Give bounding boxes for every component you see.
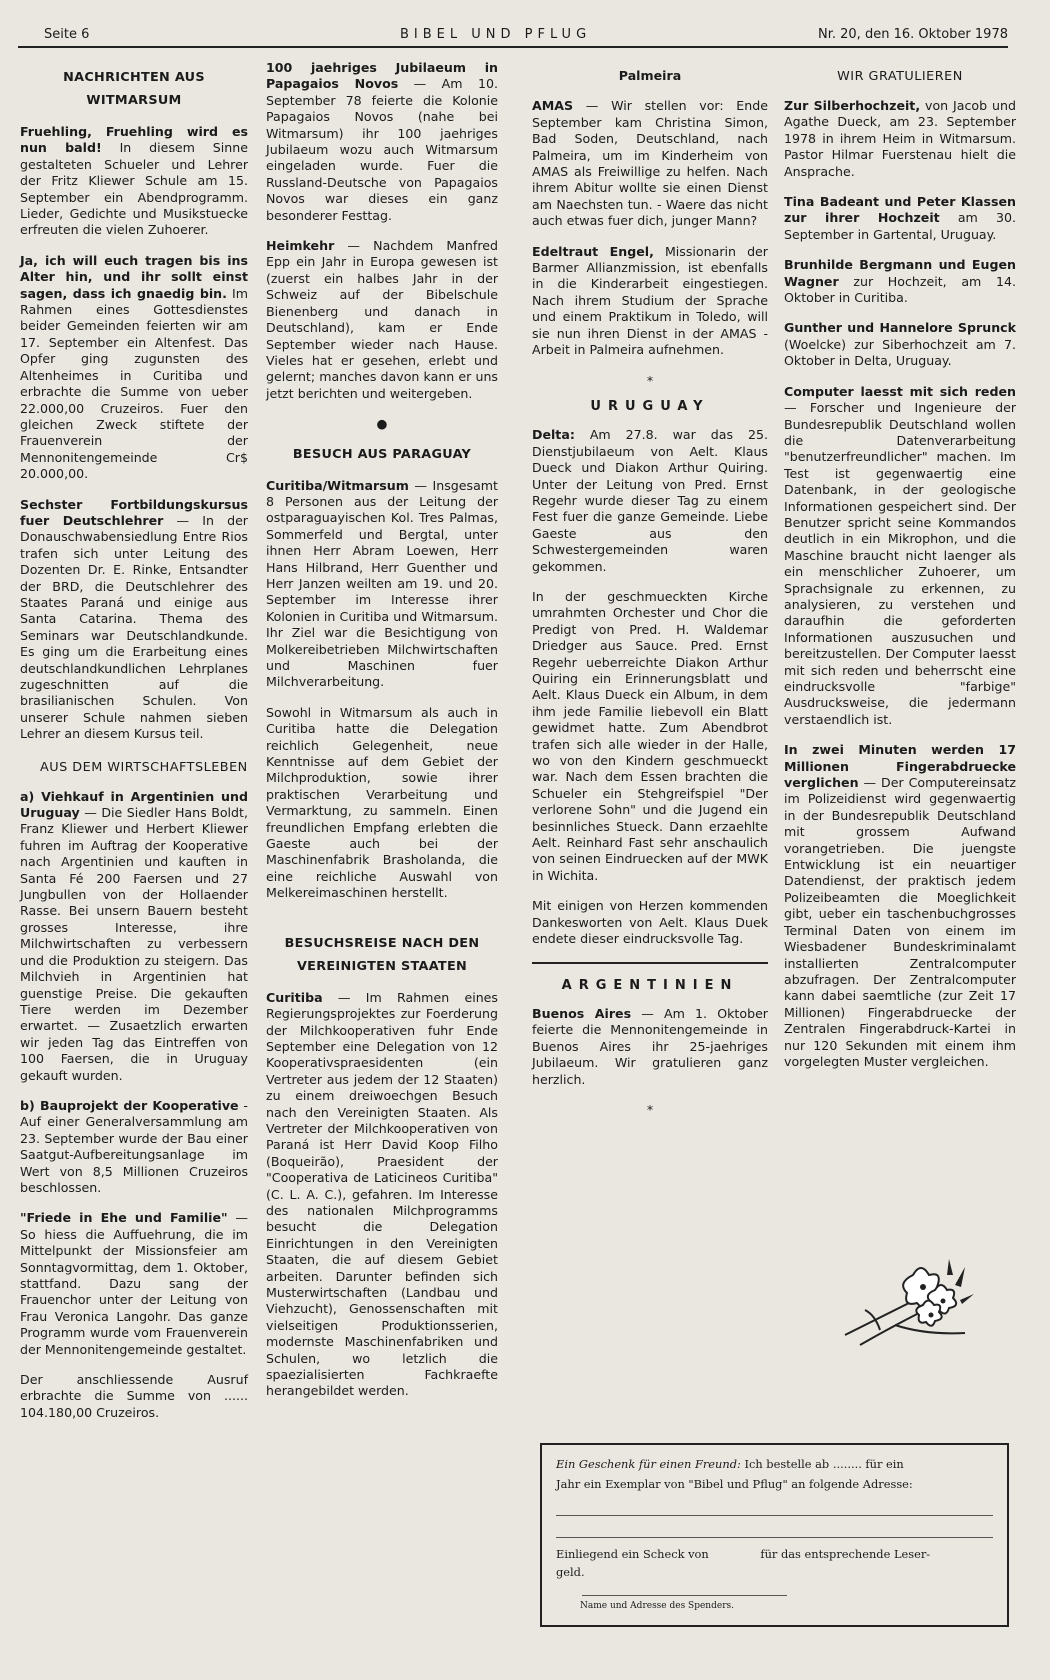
section-title-gratulieren: WIR GRATULIEREN	[837, 69, 963, 84]
column-1	[20, 60, 248, 1435]
page-header	[18, 24, 1008, 48]
article-delta: Delta: Am 27.8. war das 25. Dienstjubilaeum von Aelt. Klaus Dueck und Diakon Arthur Quiring. Unter der Leitung von Pred. Ernst Regehr wurde dieser Tag zu einem Fest fuer die ganze Gemeinde. Liebe Gaeste aus den Schwestergemeinden waren gekommen.	[532, 427, 768, 574]
section-title-paraguay: BESUCH AUS PARAGUAY	[292, 446, 472, 462]
address-line-1[interactable]	[556, 1515, 993, 1516]
column-2	[266, 60, 498, 1414]
section-title-argentinien: ARGENTINIEN	[561, 977, 739, 993]
page-number: Seite 6	[44, 27, 90, 42]
flower-illustration	[835, 1255, 975, 1350]
article-altenfest: Ja, ich will euch tragen bis ins Alter hin, und ihr sollt einst sagen, dass ich gnaedig bin. Im Rahmen eines Gottesdienstes beider Gemeinden feierten wir am 17. September ein Altenfest. Das Opfer ging zugunsten des Altenheimes in Curitiba und erbrachte die Summe von ueber 22.000,00 Cruzeiros. Fuer den gleichen Zweck stiftete der Frauenverein der Mennonitengemeinde Cr$ 20.000,00.	[20, 252, 248, 482]
article-besuch-paraguay: Curitiba/Witmarsum — Insgesamt 8 Personen aus der Leitung der ostparaguayischen Kol. Tres Palmas, Sommerfeld und Bergtal, unter ihnen Herr Abram Loewen, Herr Hans Hilbrand, Herr Guenther und Herr Janzen weilten am 19. und 20. September im Interesse ihrer Kolonien in Curitiba und Witmarsum. Ihr Ziel war die Besichtigung von Molkereibetrieben Milchwirtschaften und Maschinen fuer Milchverarbeitung.	[266, 477, 498, 690]
article-jubilaeum: 100 jaehriges Jubilaeum in Papagaios Novos — Am 10. September 78 feierte die Kolonie Papagaios Novos (nahe bei Witmarsum) ihr 100 jaehriges Jubilaeum wozu auch Witmarsum eingeladen wurde. Fuer die Russland-Deutsche von Papagaios Novos war dieses ein ganz besonderer Festtag.	[266, 60, 498, 223]
coupon-line-3: Einliegend ein Scheck von für das entsprechende Leser-	[556, 1547, 931, 1561]
article-friede-in-ehe: "Friede in Ehe und Familie" — So hiess die Auffuehrung, die im Mittelpunkt der Missionsfeier am Sonntagvormittag, dem 1. Oktober, stattfand. Dazu sang der Frauenchor unter der Leitung von Frau Veronica Langohr. Das ganze Programm wurde vom Frauenverein der Mennonitengemeinde gestaltet.	[20, 1210, 248, 1357]
article-fortbildungskursus: Sechster Fortbildungskursus fuer Deutschlehrer — In der Donauschwabensiedlung Entre Rios trafen sich unter Leitung des Dozenten Dr. E. Rinke, Entsandter der BRD, die Deutschlehrer des Staates Paraná und einige aus Santa Catarina. Thema des Seminars war Deutschlandkunde. Es ging um die Erarbeitung eines deutschlandkundlichen Lehrplanes zugeschnitten auf die brasilianischen Schulen. Von unserer Schule nahmen sieben Lehrer an diesem Kursus teil.	[20, 496, 248, 742]
address-line-2[interactable]	[556, 1537, 993, 1538]
article-besuchsreise: Curitiba — Im Rahmen eines Regierungsprojektes zur Foerderung der Milchkooperativen fuhr Ende September eine Delegation von 12 Kooperativspraesidenten (ein Vertreter aus jedem der 12 Staaten) zu einem dreiwoechgen Besuch nach den Vereinigten Staaten. Als Vertreter der Milchkooperativen von Paraná ist Herr David Koop Filho (Boqueirão), Praesident der "Cooperativa de Laticineos Curitiba" (C. L. A. C.), gefahren. Im Interesse des nationalen Milchprogramms besucht die Delegation Einrichtungen in den Vereinigten Staaten, die auf diesem Gebiet arbeiten. Darunter befinden sich Musterwirtschaften (Landbau und Viehzucht), Genossenschaften mit vielseitigen Produktionsserien, modernste Maschinenfabriken und Schulen, wo letzlich die spaezialisierten Fachkraefte herangebildet werden.	[266, 989, 498, 1399]
column-4	[784, 60, 1016, 1084]
article-kirche: In der geschmueckten Kirche umrahmten Orchester und Chor die Predigt von Pred. H. Waldemar Driedger aus Sauce. Pred. Ernst Regehr ueberreichte Diakon Arthur Quiring ein Erinnerungsblatt und Aelt. Klaus Dueck ein Album, in dem ihm jede Familie liebevoll ein Blatt gewidmet hatte. Zum Abendbrot trafen sich alle wieder in der Halle, wo von den Kindern geschmueckt war. Nach dem Essen brachten die Schueler ein Stehgreifspiel "Der verlorene Sohn" und die Jugend ein besinnliches Stueck. Dann erzaehlte Aelt. Reinhard Fast sehr anschaulich von seinen Eindruecken auf der MWK in Wichita.	[532, 588, 768, 883]
article-buenos-aires: Buenos Aires — Am 1. Oktober feierte die Mennonitengemeinde in Buenos Aires ihr 25-jaehriges Jubilaeum. Wir gratulieren ganz herzlich.	[532, 1005, 768, 1087]
donor-caption: Name und Adresse des Spenders.	[580, 1601, 734, 1611]
issue-date: Nr. 20, den 16. Oktober 1978	[818, 27, 1008, 42]
section-title-witmarsum: NACHRICHTEN AUS WITMARSUM	[63, 70, 205, 108]
section-title-palmeira: Palmeira	[618, 68, 682, 83]
article-bauprojekt: b) Bauprojekt der Kooperative - Auf einer Generalversammlung am 23. September wurde der Bau einer Saatgut-Aufbereitungsanlage im Wert von 8,5 Millionen Cruzeiros beschlossen.	[20, 1097, 248, 1195]
congrats-wagner: Brunhilde Bergmann und Eugen Wagner zur Hochzeit, am 14. Oktober in Curitiba.	[784, 257, 1016, 306]
star-divider: *	[646, 372, 654, 388]
divider-rule	[532, 962, 768, 964]
donor-name-line[interactable]	[582, 1595, 787, 1596]
article-heimkehr: Heimkehr — Nachdem Manfred Epp ein Jahr in Europa gewesen ist (zuerst ein halbes Jahr in der Schweiz auf der Bibelschule Bienenberg und danach in Deutschland), kam er Ende September wieder nach Hause. Vieles hat er gesehen, erlebt und gelernt; manches davon kann er uns jetzt berichten und weitergeben.	[266, 238, 498, 401]
article-viehkauf: a) Viehkauf in Argentinien und Uruguay — Die Siedler Hans Boldt, Franz Kliewer und Herbert Kliewer fuhren im Auftrag der Kooperative nach Argentinien und kauften in Santa Fé 200 Faersen und 27 Jungbullen von der Hollaender Rasse. Bei unsern Bauern besteht grosses Interesse, ihre Milchwirtschaften zu verbessern und die Produktion zu steigern. Das Milchvieh in Argentinien hat guenstige Preise. Die gekauften Tiere werden im Dezember erwartet. — Zusaetzlich erwarten wir jeden Tag das Eintreffen von 100 Faersen, die in Uruguay gekauft wurden.	[20, 788, 248, 1083]
coupon-line-1: Ein Geschenk für einen Freund: Ich bestelle ab ........ für ein	[556, 1457, 904, 1471]
congrats-sprunck: Gunther und Hannelore Sprunck (Woelcke) zur Siberhochzeit am 7. Oktober in Delta, Uruguay.	[784, 320, 1016, 369]
section-title-uruguay: URUGUAY	[590, 398, 710, 414]
newspaper-title: BIBEL UND PFLUG	[400, 27, 592, 42]
article-ausruf: Der anschliessende Ausruf erbrachte die Summe von ...... 104.180,00 Cruzeiros.	[20, 1372, 248, 1420]
coupon-line-4: geld.	[556, 1565, 585, 1579]
subsection-wirtschaftsleben: AUS DEM WIRTSCHAFTSLEBEN	[40, 759, 248, 775]
article-dankesworte: Mit einigen von Herzen kommenden Dankesworten von Aelt. Klaus Duek endete dieser eindrucksvolle Tag.	[532, 898, 768, 947]
article-fruehling: Fruehling, Fruehling wird es nun bald! In diesem Sinne gestalteten Schueler und Lehrer der Fritz Kliewer Schule am 15. September ein Abendprogramm. Lieder, Gedichte und Musikstuecke erfreuten die vielen Zuhoerer.	[20, 124, 248, 238]
article-computer: Computer laesst mit sich reden — Forscher und Ingenieure der Bundesrepublik Deutschland wollen die Datenverarbeitung "benutzerfreundlicher" machen. Im Test ist gegenwaertig eine Datenbank, in der geologische Informationen gespeichert sind. Der Benutzer spricht seine Kommandos deutlich in ein Mikrophon, und die Maschine braucht nicht laenger als ein menschlicher Zuhoerer, um Sprachsignale zu erkennen, zu analysieren, zu verstehen und daraufhin die geforderten Informationen auszusuchen und bereitzustellen. Der Computer laesst mit sich reden und beherrscht eine eindrucksvolle "farbige" Ausdrucksweise, die jedermann verstaendlich ist.	[784, 383, 1016, 727]
article-amas: AMAS — Wir stellen vor: Ende September kam Christina Simon, Bad Soden, Deutschland, nach Palmeira, um im Kinderheim von AMAS als Freiwillige zu helfen. Nach ihrem Abitur wollte sie einen Dienst am Naechsten tun. - Waere das nicht auch etwas fuer dich, junger Mann?	[532, 98, 768, 229]
column-3	[532, 60, 768, 1128]
article-fingerabdruecke: In zwei Minuten werden 17 Millionen Fingerabdruecke verglichen — Der Computereinsatz im Polizeidienst wird gegenwaertig in der Bundesrepublik Deutschland mit grossem Aufwand vorangetrieben. Die juengste Entwicklung ist ein neuartiger Datendienst, der praktisch jedem Polizeibeamten die Moeglichkeit gibt, ueber ein taschenbuchgrosses Terminal Daten von einem im Wiesbadener Bundeskriminalamt installierten Zentralcomputer abzufragen. Der Zentralcomputer kann dabei saemtliche (zur Zeit 17 Millionen) Fingerabdruecke der Zentralen Fingerabdruck-Kartei in nur 120 Sekunden mit einem ihm vorgelegten Muster vergleichen.	[784, 742, 1016, 1069]
coupon-line-2: Jahr ein Exemplar von "Bibel und Pflug" an folgende Adresse:	[556, 1477, 913, 1491]
section-title-usa: BESUCHSREISE NACH DEN VEREINIGTEN STAATEN	[284, 935, 480, 974]
star-divider-2: *	[646, 1101, 654, 1117]
bullet-divider: ●	[376, 416, 388, 432]
article-delegation: Sowohl in Witmarsum als auch in Curitiba hatte die Delegation reichlich Gelegenheit, neue Kenntnisse auf dem Gebiet der Milchproduktion, sowie ihrer praktischen Verarbeitung und Vermarktung, zu sammeln. Einen freundlichen Empfang erlebten die Gaeste auch bei der Maschinenfabrik Brasholanda, die eine reichliche Auswahl von Melkereimaschinen herstellt.	[266, 704, 498, 901]
congrats-dueck: Zur Silberhochzeit, von Jacob und Agathe Dueck, am 23. September 1978 in ihrem Heim in Witmarsum. Pastor Hilmar Fuerstenau hielt die Ansprache.	[784, 98, 1016, 179]
article-engel: Edeltraut Engel, Missionarin der Barmer Allianzmission, ist ebenfalls in die Kinderarbeit eingestiegen. Nach ihrem Studium der Sprache und einem Praktikum in Toledo, will sie nun ihren Dienst in der AMAS - Arbeit in Palmeira aufnehmen.	[532, 243, 768, 358]
congrats-klassen: Tina Badeant und Peter Klassen zur ihrer Hochzeit am 30. September in Gartental, Uruguay.	[784, 194, 1016, 242]
gift-subscription-coupon	[540, 1443, 1009, 1627]
